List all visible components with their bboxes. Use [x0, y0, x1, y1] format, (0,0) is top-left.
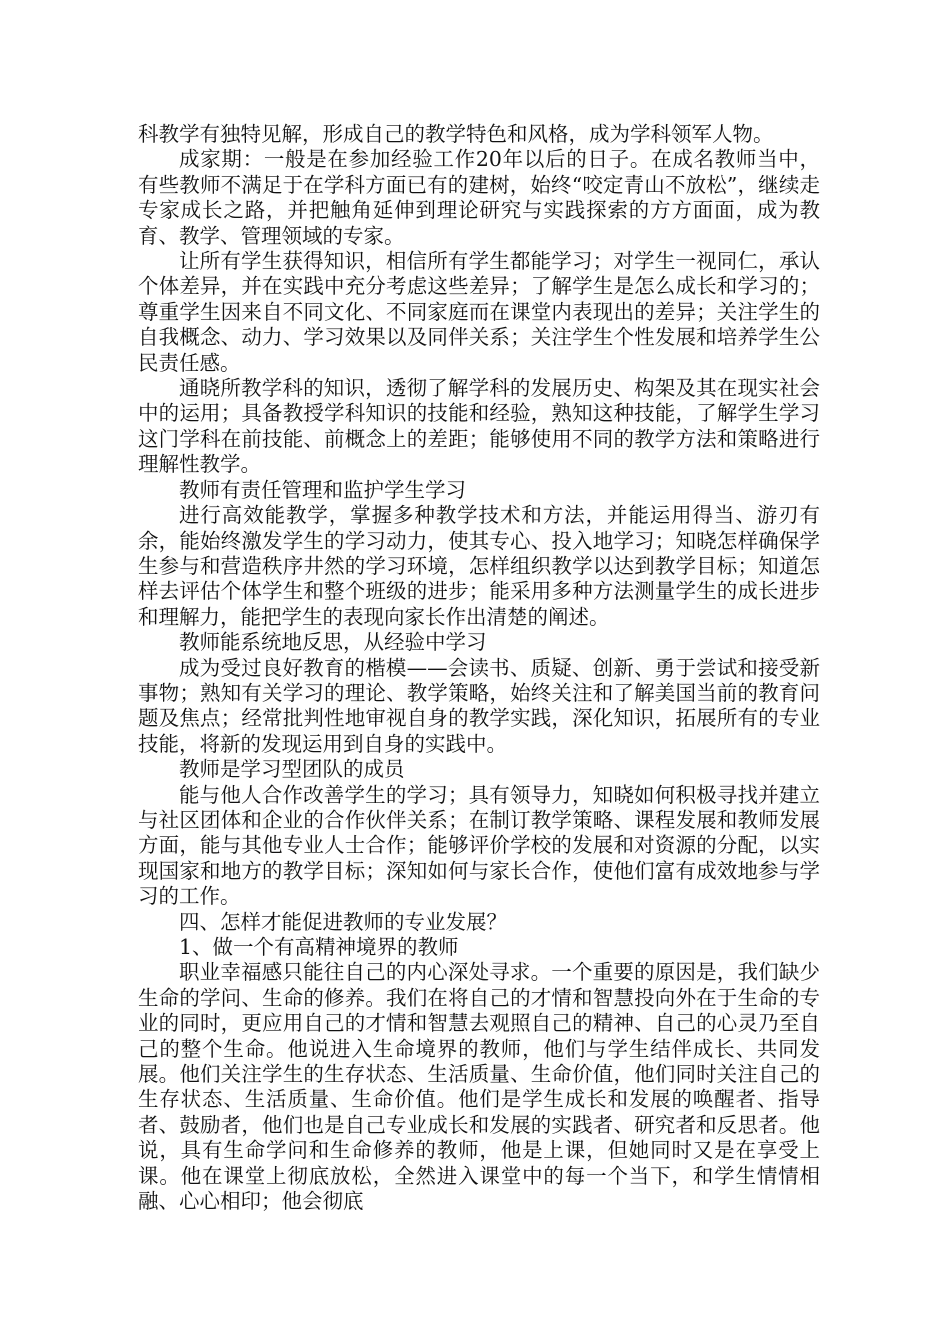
subheading-1: 1、做一个有高精神境界的教师 [179, 935, 459, 959]
paragraph-effective-teaching: 进行高效能教学，掌握多种教学技术和方法，并能运用得当、游刃有余，能始终激发学生的学习动力，使其专心、投入地学习；知晓怎样确保学生参与和营造秩序井然的学习环境，怎样组织教学以达到教学目标；知道怎样去评估个体学生和整个班级的进步；能采用多种方法测量学生的成长进步和理解力，能把学生的表现向家长作出清楚的阐述。 [138, 503, 820, 629]
paragraph-happiness: 职业幸福感只能往自己的内心深处寻求。一个重要的原因是，我们缺少生命的学问、生命的修养。我们在将自己的才情和智慧投向外在于生命的专业的同时，更应用自己的才情和智慧去观照自己的精神、自己的心灵乃至自己的整个生命。他说进入生命境界的教师，他们与学生结伴成长、共同发展。他们关注学生的生存状态、生活质量、生命价值，他们同时关注自己的生存状态、生活质量、生命价值。他们是学生成长和发展的唤醒者、指导者、鼓励者，他们也是自己专业成长和发展的实践者、研究者和反思者。他说，具有生命学问和生命修养的教师，他是上课，但她同时又是在享受上课。他在课堂上彻底放松，全然进入课堂中的每一个当下，和学生情情相融、心心相印；他会彻底 [138, 960, 820, 1214]
heading-reflection: 教师能系统地反思，从经验中学习 [179, 630, 487, 655]
document-page [138, 122, 820, 1214]
paragraph-role-model: 成为受过良好教育的楷模——会读书、质疑、创新、勇于尝试和接受新事物；熟知有关学习的理论、教学策略，始终关注和了解美国当前的教育问题及焦点；经常批判性地审视自身的教学实践，深化知识，拓展所有的专业技能，将新的发现运用到自身的实践中。 [138, 655, 820, 756]
paragraph-expert-stage: 成家期：一般是在参加经验工作20年以后的日子。在成名教师当中，有些教师不满足于在学科方面已有的建树，始终“咬定青山不放松”，继续走专家成长之路，并把触角延伸到理论研究与实践探索的方方面面，成为教育、教学、管理领域的专家。 [138, 147, 820, 248]
heading-manage-learning: 教师有责任管理和监护学生学习 [179, 477, 466, 502]
heading-learning-team: 教师是学习型团队的成员 [179, 757, 405, 782]
paragraph-subject-knowledge: 通晓所教学科的知识，透彻了解学科的发展历史、构架及其在现实社会中的运用；具备教授学科知识的技能和经验，熟知这种技能，了解学生学习这门学科在前技能、前概念上的差距；能够使用不同的教学方法和策略进行理解性教学。 [138, 376, 820, 477]
paragraph-continuation: 科教学有独特见解，形成自己的教学特色和风格，成为学科领军人物。 [138, 122, 774, 146]
paragraph-student-knowledge: 让所有学生获得知识，相信所有学生都能学习；对学生一视同仁，承认个体差异，并在实践中充分考虑这些差异；了解学生是怎么成长和学习的；尊重学生因来自不同文化、不同家庭而在课堂内表现出的差异；关注学生的自我概念、动力、学习效果以及同伴关系；关注学生个性发展和培养学生公民责任感。 [138, 249, 820, 375]
paragraph-cooperation: 能与他人合作改善学生的学习；具有领导力，知晓如何积极寻找并建立与社区团体和企业的合作伙伴关系；在制订教学策略、课程发展和教师发展方面，能与其他专业人士合作；能够评价学校的发展和对资源的分配，以实现国家和地方的教学目标；深知如何与家长合作，使他们富有成效地参与学习的工作。 [138, 782, 820, 909]
section-heading-4: 四、怎样才能促进教师的专业发展？ [179, 909, 507, 934]
